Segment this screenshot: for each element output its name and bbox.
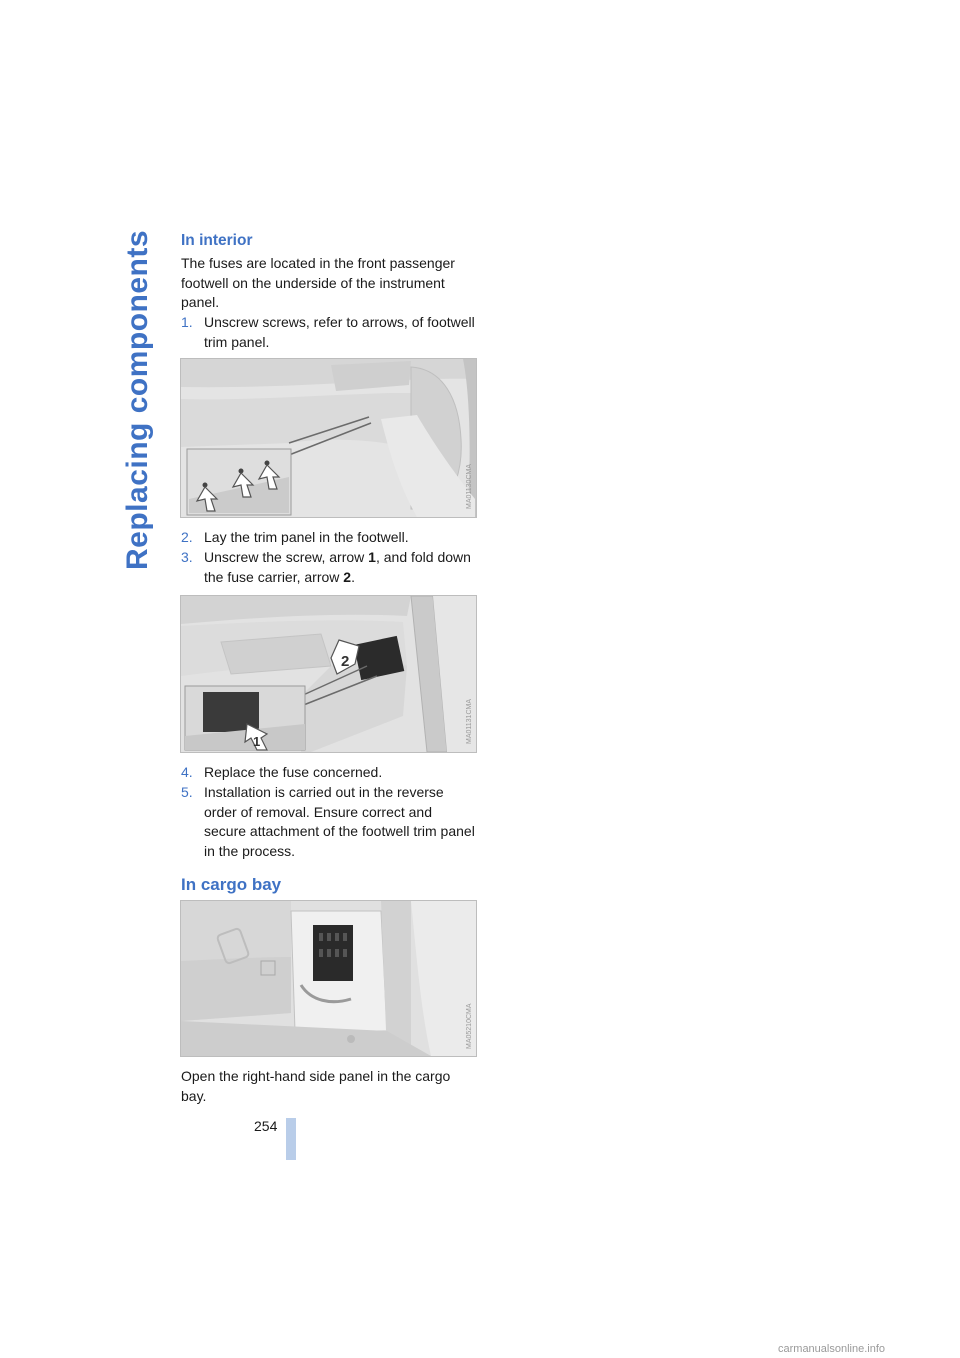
- step-number: 2.: [181, 529, 193, 545]
- figure-code: MA01131CMA: [466, 698, 473, 744]
- step-text: Unscrew screws, refer to arrows, of footwell trim panel.: [204, 314, 475, 350]
- chapter-title: Replacing components: [121, 230, 154, 571]
- step-number: 4.: [181, 764, 193, 780]
- cargo-text: Open the right-hand side panel in the cargo bay.: [181, 1068, 451, 1104]
- figure-cargo-bay-fuses: [180, 900, 477, 1057]
- page-number-bar: [286, 1118, 296, 1160]
- step-3: [181, 548, 477, 587]
- step-4: [181, 763, 477, 783]
- step-2: [181, 528, 477, 548]
- figure-footwell-trim-screws: [180, 358, 477, 518]
- figure-code: MA05210CMA: [466, 1003, 473, 1049]
- step-1: [181, 313, 477, 352]
- figure-code: MA01130CMA: [466, 463, 473, 509]
- step-text: Lay the trim panel in the footwell.: [204, 529, 409, 545]
- section-heading-cargo: In cargo bay: [181, 875, 282, 894]
- step-number: 5.: [181, 784, 193, 800]
- step-5: [181, 783, 477, 861]
- watermark: carmanualsonline.info: [778, 1343, 886, 1355]
- figure-fuse-carrier: [180, 595, 477, 753]
- arrow-label-1: 1: [253, 734, 261, 749]
- arrow-label-2: 2: [341, 653, 350, 670]
- step-number: 3.: [181, 549, 193, 565]
- page-number: 254: [254, 1118, 278, 1134]
- interior-intro: The fuses are located in the front passenger footwell on the underside of the instrument panel.: [181, 255, 455, 310]
- step-number: 1.: [181, 314, 193, 330]
- step-text: Installation is carried out in the reverse order of removal. Ensure correct and secure attachment of the footwell trim panel in the process.: [204, 784, 475, 859]
- step-text: Unscrew the screw, arrow 1, and fold down the fuse carrier, arrow 2.: [204, 549, 471, 585]
- section-heading-interior: In interior: [181, 232, 253, 249]
- step-text: Replace the fuse concerned.: [204, 764, 383, 780]
